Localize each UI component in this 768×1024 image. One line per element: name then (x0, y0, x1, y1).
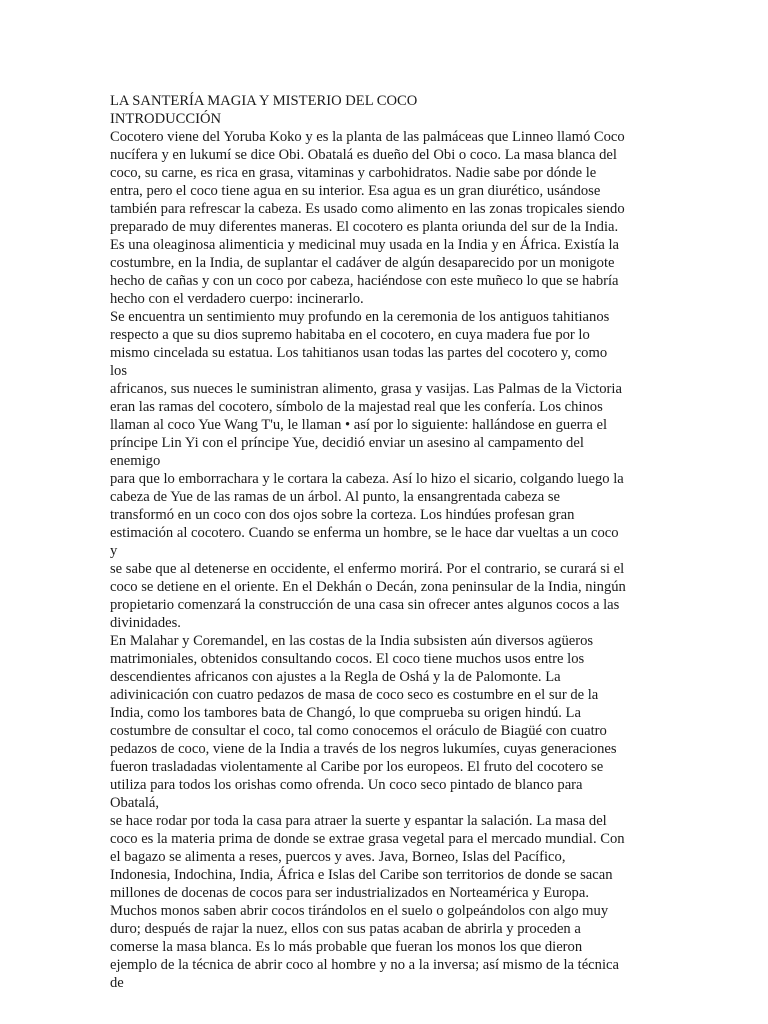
text-line: cabeza de Yue de las ramas de un árbol. Al punto, la ensangrentada cabeza se (110, 489, 561, 505)
document-title: LA SANTERÍA MAGIA Y MISTERIO DEL COCO (110, 93, 418, 109)
text-line: llaman al coco Yue Wang T'u, le llaman • así por lo siguiente: hallándose en guerra el (110, 417, 608, 433)
text-line: duro; después de rajar la nuez, ellos con sus patas acaban de abrirla y proceden a (110, 921, 581, 937)
text-line: mismo cincelada su estatua. Los tahitianos usan todas las partes del cocotero y, como (110, 345, 608, 361)
text-line: fueron trasladadas violentamente al Caribe por los europeos. El fruto del cocotero se (110, 759, 604, 775)
text-line: príncipe Lin Yi con el príncipe Yue, decidió enviar un asesino al campamento del (110, 435, 584, 451)
text-line: eran las ramas del cocotero, símbolo de la majestad real que les confería. Los chinos (110, 399, 603, 415)
text-line: Es una oleaginosa alimenticia y medicinal muy usada en la India y en África. Existía la (110, 237, 619, 253)
text-line: se sabe que al detenerse en occidente, el enfermo morirá. Por el contrario, se curará si el (110, 561, 625, 577)
text-line: nucífera y en lukumí se dice Obi. Obatalá es dueño del Obi o coco. La masa blanca del (110, 147, 617, 163)
text-line: costumbre, en la India, de suplantar el cadáver de algún desaparecido por un monigote (110, 255, 615, 271)
text-line: pedazos de coco, viene de la India a través de los negros lukumíes, cuyas generaciones (110, 741, 617, 757)
text-line: coco es la materia prima de donde se extrae grasa vegetal para el mercado mundial. Con (110, 831, 625, 847)
text-line: Se encuentra un sentimiento muy profundo en la ceremonia de los antiguos tahitianos (110, 309, 610, 325)
text-line: africanos, sus nueces le suministran alimento, grasa y vasijas. Las Palmas de la Victoria (110, 381, 622, 397)
text-line: Muchos monos saben abrir cocos tirándolos en el suelo o golpeándolos con algo muy (110, 903, 609, 919)
text-line: Obatalá, (110, 795, 160, 811)
text-line: matrimoniales, obtenidos consultando cocos. El coco tiene muchos usos entre los (110, 651, 585, 667)
text-line: coco se detiene en el oriente. En el Dekhán o Decán, zona peninsular de la India, ningún (110, 579, 626, 595)
text-line: costumbre de consultar el coco, tal como conocemos el oráculo de Biagüé con cuatro (110, 723, 607, 739)
document-body (110, 92, 670, 1010)
text-line: y (110, 543, 118, 559)
text-line: respecto a que su dios supremo habitaba en el cocotero, en cuya madera fue por lo (110, 327, 590, 343)
text-line: el bagazo se alimenta a reses, puercos y aves. Java, Borneo, Islas del Pacífico, (110, 849, 566, 865)
text-line: Cocotero viene del Yoruba Koko y es la planta de las palmáceas que Linneo llamó Coco (110, 129, 625, 145)
section-heading: INTRODUCCIÓN (110, 111, 222, 127)
text-line: Indonesia, Indochina, India, África e Islas del Caribe son territorios de donde se sacan (110, 867, 613, 883)
text-line: de (110, 975, 124, 991)
text-line: India, como los tambores bata de Changó, lo que comprueba su origen hindú. La (110, 705, 581, 721)
text-line: enemigo (110, 453, 161, 469)
text-line: adivinicación con cuatro pedazos de masa de coco seco es costumbre en el sur de la (110, 687, 599, 703)
text-line: transformó en un coco con dos ojos sobre la corteza. Los hindúes profesan gran (110, 507, 575, 523)
text-line: para que lo emborrachara y le cortara la cabeza. Así lo hizo el sicario, colgando luego la (110, 471, 624, 487)
text-line: coco, su carne, es rica en grasa, vitaminas y carbohidratos. Nadie sabe por dónde le (110, 165, 597, 181)
text-line: hecho con el verdadero cuerpo: incinerarlo. (110, 291, 364, 307)
text-line: descendientes africanos con ajustes a la Regla de Oshá y la de Palomonte. La (110, 669, 561, 685)
text-line: se hace rodar por toda la casa para atraer la suerte y espantar la salación. La masa del (110, 813, 607, 829)
text-line: millones de docenas de cocos para ser industrializados en Norteamérica y Europa. (110, 885, 589, 901)
text-line: estimación al cocotero. Cuando se enferma un hombre, se le hace dar vueltas a un coco (110, 525, 619, 541)
text-line: comerse la masa blanca. Es lo más probable que fueran los monos los que dieron (110, 939, 583, 955)
text-line: utiliza para todos los orishas como ofrenda. Un coco seco pintado de blanco para (110, 777, 583, 793)
text-line: los (110, 363, 128, 379)
text-line: hecho de cañas y con un coco por cabeza, haciéndose con este muñeco lo que se habría (110, 273, 619, 289)
text-line: En Malahar y Coremandel, en las costas de la India subsisten aún diversos agüeros (110, 633, 594, 649)
text-line (110, 992, 670, 1010)
text-line: entra, pero el coco tiene agua en su interior. Esa agua es un gran diurético, usándose (110, 183, 601, 199)
text-line: ejemplo de la técnica de abrir coco al hombre y no a la inversa; así mismo de la técnica (110, 957, 619, 973)
text-line: también para refrescar la cabeza. Es usado como alimento en las zonas tropicales siendo (110, 201, 625, 217)
text-line: divinidades. (110, 615, 181, 631)
text-line: preparado de muy diferentes maneras. El cocotero es planta oriunda del sur de la India. (110, 219, 619, 235)
text-line: propietario comenzará la construcción de una casa sin ofrecer antes algunos cocos a las (110, 597, 620, 613)
